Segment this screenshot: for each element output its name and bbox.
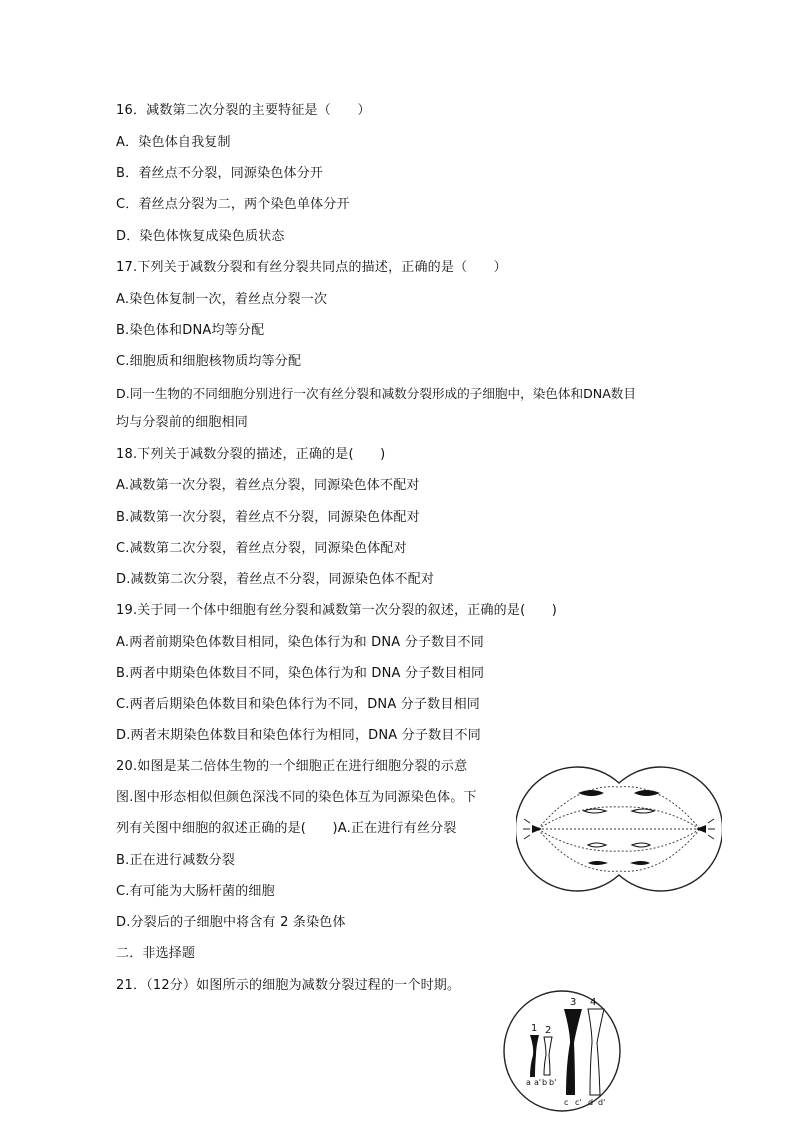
q19-option-a: A.两者前期染色体数目相同，染色体行为和 DNA 分子数目不同 — [116, 635, 484, 650]
label-d-prime: d' — [598, 1098, 606, 1107]
label-chrom-3: 3 — [570, 997, 577, 1008]
q20-stem-line2: 图.图中形态相似但颜色深浅不同的染色体互为同源染色体。下 — [116, 790, 477, 805]
q16-stem: 16．减数第二次分裂的主要特征是（ ） — [116, 103, 371, 118]
q16-option-a: A．染色体自我复制 — [116, 135, 231, 150]
q17-option-a: A.染色体复制一次，着丝点分裂一次 — [116, 292, 328, 307]
label-b-prime: b' — [549, 1078, 557, 1087]
q18-stem: 18.下列关于减数分裂的描述，正确的是( ) — [116, 447, 386, 462]
q17-option-b: B.染色体和DNA均等分配 — [116, 323, 265, 338]
label-chrom-4: 4 — [590, 997, 597, 1008]
q17-option-d-line1: D.同一生物的不同细胞分别进行一次有丝分裂和减数分裂形成的子细胞中，染色体和DNA数目 — [116, 386, 636, 401]
label-c: c — [564, 1098, 569, 1107]
q17-stem: 17.下列关于减数分裂和有丝分裂共同点的描述，正确的是（ ） — [116, 260, 507, 275]
q20-option-b: B.正在进行减数分裂 — [116, 853, 236, 868]
label-c-prime: c' — [575, 1098, 582, 1107]
q19-option-d: D.两者末期染色体数目和染色体行为相同，DNA 分子数目不同 — [116, 728, 481, 743]
label-b: b — [542, 1078, 548, 1087]
q21-stem: 21．（12分）如图所示的细胞为减数分裂过程的一个时期。 — [116, 978, 461, 993]
q20-stem-line1: 20.如图是某二倍体生物的一个细胞正在进行细胞分裂的示意 — [116, 759, 468, 774]
label-chrom-2: 2 — [545, 1025, 552, 1036]
label-d: d — [588, 1098, 594, 1107]
q19-stem: 19.关于同一个体中细胞有丝分裂和减数第一次分裂的叙述，正确的是( ) — [116, 603, 558, 618]
q17-option-d-line2: 均与分裂前的细胞相同 — [116, 415, 249, 430]
q17-option-c: C.细胞质和细胞核物质均等分配 — [116, 354, 302, 369]
q21-meiosis-cell-figure — [500, 985, 624, 1115]
q20-option-c: C.有可能为大肠杆菌的细胞 — [116, 884, 275, 899]
q19-option-b: B.两者中期染色体数目不同，染色体行为和 DNA 分子数目相同 — [116, 666, 485, 681]
q18-option-d: D.减数第二次分裂，着丝点不分裂，同源染色体不配对 — [116, 572, 435, 587]
q16-option-d: D．染色体恢复成染色质状态 — [116, 229, 285, 244]
label-chrom-1: 1 — [531, 1023, 538, 1034]
q20-stem-line3: 列有关图中细胞的叙述正确的是( )A.正在进行有丝分裂 — [116, 821, 457, 836]
label-a-prime: a' — [534, 1078, 542, 1087]
q20-cell-division-figure — [516, 765, 722, 893]
label-a: a — [526, 1078, 531, 1087]
q16-option-c: C．着丝点分裂为二，两个染色单体分开 — [116, 197, 350, 212]
q18-option-b: B.减数第一次分裂，着丝点不分裂，同源染色体配对 — [116, 510, 420, 525]
q19-option-c: C.两者后期染色体数目和染色体行为不同，DNA 分子数目相同 — [116, 697, 480, 712]
q16-option-b: B．着丝点不分裂，同源染色体分开 — [116, 166, 324, 181]
q18-option-a: A.减数第一次分裂，着丝点分裂，同源染色体不配对 — [116, 478, 420, 493]
section-title: 二．非选择题 — [116, 946, 196, 961]
q18-option-c: C.减数第二次分裂，着丝点分裂，同源染色体配对 — [116, 541, 407, 556]
q20-option-d: D.分裂后的子细胞中将含有 2 条染色体 — [116, 915, 346, 930]
